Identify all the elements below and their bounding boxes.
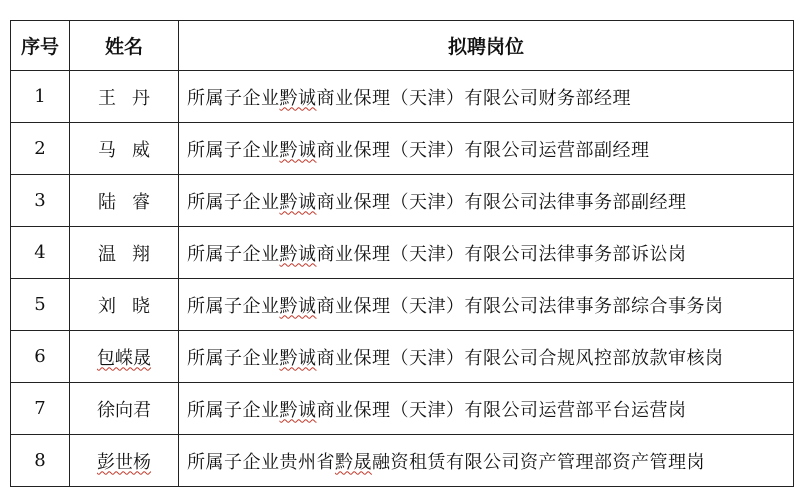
table-row <box>11 175 794 227</box>
table-header-row <box>11 21 794 71</box>
row-index: 5 <box>11 279 70 331</box>
position-prefix: 所属子企业 <box>187 347 280 369</box>
position-company-mark: 黔诚 <box>279 139 317 161</box>
table-row <box>11 71 794 123</box>
position-company-mark: 黔诚 <box>279 399 317 421</box>
row-name-text: 陆睿 <box>98 191 166 213</box>
row-name <box>70 279 179 331</box>
appointment-table <box>10 20 794 487</box>
position-prefix: 所属子企业 <box>187 139 280 161</box>
row-name <box>70 175 179 227</box>
position-prefix: 所属子企业 <box>187 243 280 265</box>
position-prefix: 所属子企业 <box>187 191 280 213</box>
row-name <box>70 383 179 435</box>
row-index: 4 <box>11 227 70 279</box>
row-name-text: 彭世杨 <box>97 451 151 473</box>
header-index: 序号 <box>11 21 70 71</box>
position-company-mark: 黔诚 <box>279 295 317 317</box>
row-name-text: 马威 <box>98 139 166 161</box>
row-index: 7 <box>11 383 70 435</box>
row-index: 6 <box>11 331 70 383</box>
position-prefix: 所属子企业 <box>187 295 280 317</box>
row-position <box>179 331 794 383</box>
position-company-mark: 黔晟 <box>335 451 372 473</box>
header-position: 拟聘岗位 <box>179 21 794 71</box>
row-name-text: 温翔 <box>98 243 166 265</box>
position-prefix: 所属子企业 <box>187 87 280 109</box>
row-name-text: 包嵘晟 <box>97 347 151 369</box>
row-name-text: 刘晓 <box>98 295 166 317</box>
row-name <box>70 227 179 279</box>
position-suffix: 商业保理（天津）有限公司合规风控部放款审核岗 <box>316 347 724 369</box>
row-position <box>179 227 794 279</box>
table-body <box>11 71 794 487</box>
row-index: 2 <box>11 123 70 175</box>
row-position <box>179 123 794 175</box>
row-index: 1 <box>11 71 70 123</box>
row-index: 3 <box>11 175 70 227</box>
header-name: 姓名 <box>70 21 179 71</box>
position-suffix: 融资租赁有限公司资产管理部资产管理岗 <box>372 451 705 473</box>
row-position <box>179 71 794 123</box>
row-name <box>70 123 179 175</box>
position-suffix: 商业保理（天津）有限公司运营部平台运营岗 <box>316 399 687 421</box>
table-row <box>11 227 794 279</box>
position-company-mark: 黔诚 <box>279 191 317 213</box>
table-row <box>11 123 794 175</box>
row-position <box>179 435 794 487</box>
position-prefix: 所属子企业 <box>187 399 280 421</box>
row-position <box>179 279 794 331</box>
position-company-mark: 黔诚 <box>279 87 317 109</box>
table-row <box>11 435 794 487</box>
position-suffix: 商业保理（天津）有限公司法律事务部综合事务岗 <box>316 295 724 317</box>
row-name <box>70 435 179 487</box>
row-name <box>70 331 179 383</box>
row-name-text: 徐向君 <box>97 399 151 421</box>
position-suffix: 商业保理（天津）有限公司法律事务部副经理 <box>316 191 687 213</box>
row-name-text: 王丹 <box>98 87 166 109</box>
position-company-mark: 黔诚 <box>279 347 317 369</box>
table-row <box>11 331 794 383</box>
position-prefix: 所属子企业贵州省 <box>187 451 335 473</box>
row-name <box>70 71 179 123</box>
position-suffix: 商业保理（天津）有限公司法律事务部诉讼岗 <box>316 243 687 265</box>
position-suffix: 商业保理（天津）有限公司财务部经理 <box>316 87 631 109</box>
position-suffix: 商业保理（天津）有限公司运营部副经理 <box>316 139 650 161</box>
position-company-mark: 黔诚 <box>279 243 317 265</box>
row-index: 8 <box>11 435 70 487</box>
row-position <box>179 383 794 435</box>
table-row <box>11 383 794 435</box>
table-row <box>11 279 794 331</box>
row-position <box>179 175 794 227</box>
